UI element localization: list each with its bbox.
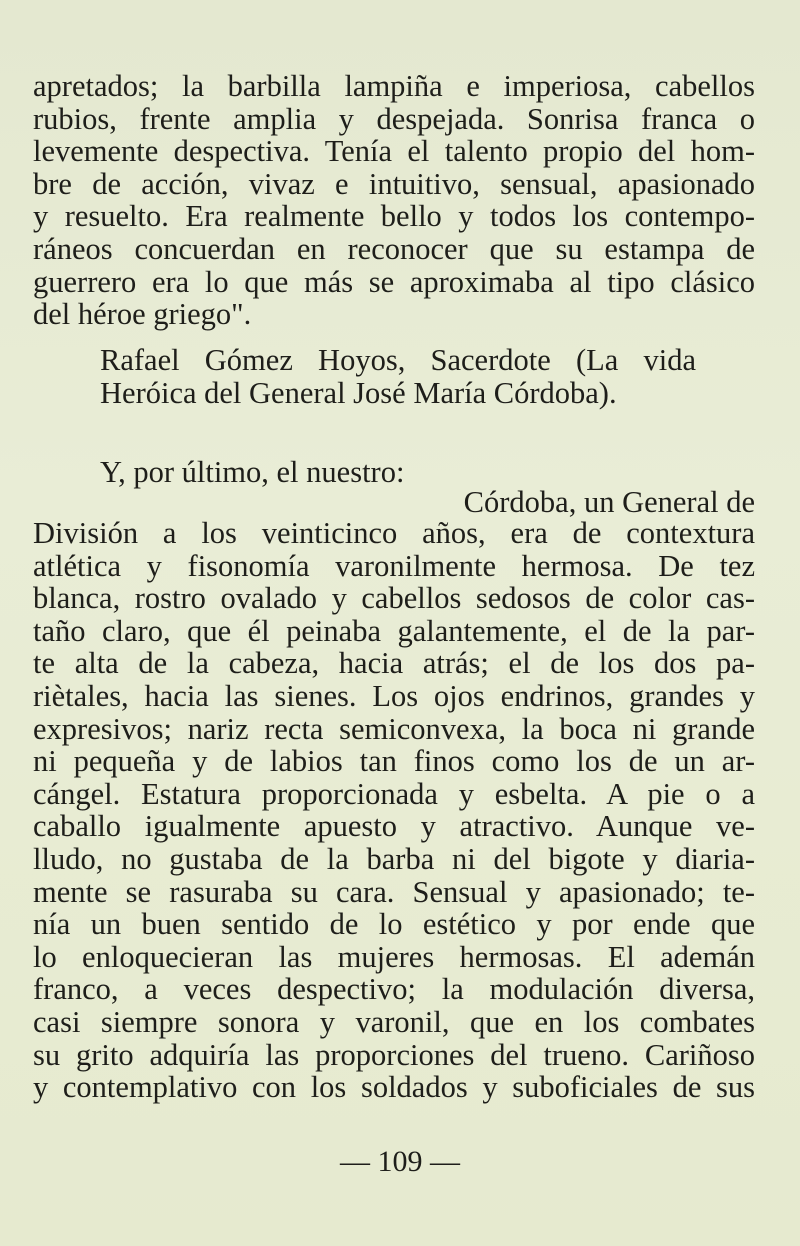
- text-line: División a los veinticinco años, era de contextura: [33, 516, 755, 550]
- text-line: y resuelto. Era realmente bello y todos los contempo-: [33, 199, 755, 234]
- paragraph-start: Córdoba, un General de: [463, 485, 755, 519]
- text-line: cángel. Estatura proporcionada y esbelta. A pie o a: [33, 776, 755, 811]
- text-line: riètales, hacia las sienes. Los ojos endrinos, grandes y: [33, 678, 755, 713]
- text-line: lo enloquecieran las mujeres hermosas. El ademán: [33, 939, 755, 974]
- text-line: y contemplativo con los soldados y suboficiales de sus: [33, 1070, 755, 1105]
- paragraph-quote-end: [33, 70, 755, 331]
- intro-line: Y, por último, el nuestro:: [100, 455, 405, 489]
- text-line: ráneos concuerdan en reconocer que su estampa de: [33, 231, 755, 266]
- text-line: rubios, frente amplia y despejada. Sonrisa franca o: [33, 101, 755, 136]
- text-line: su grito adquiría las proporciones del trueno. Cariñoso: [33, 1037, 755, 1072]
- text-line: bre de acción, vivaz e intuitivo, sensual, apasionado: [33, 166, 755, 201]
- text-line: te alta de la cabeza, hacia atrás; el de los dos pa-: [33, 646, 755, 681]
- text-line: blanca, rostro ovalado y cabellos sedosos de color cas-: [33, 581, 755, 616]
- text-line: ni pequeña y de labios tan finos como los de un ar-: [33, 744, 755, 779]
- text-line: expresivos; nariz recta semiconvexa, la boca ni grande: [33, 711, 755, 746]
- citation-line: Rafael Gómez Hoyos, Sacerdote (La vida: [100, 343, 696, 377]
- page-number: — 109 —: [340, 1145, 460, 1178]
- text-line: levemente despectiva. Tenía el talento propio del hom-: [33, 134, 755, 169]
- text-line: taño claro, que él peinaba galantemente, el de la par-: [33, 613, 755, 648]
- citation: [100, 344, 696, 409]
- text-line: apretados; la barbilla lampiña e imperiosa, cabellos: [33, 69, 755, 103]
- text-line: casi siempre sonora y varonil, que en los combates: [33, 1004, 755, 1039]
- citation-line: Heróica del General José María Córdoba).: [100, 375, 617, 410]
- text-line: caballo igualmente apuesto y atractivo. Aunque ve-: [33, 809, 755, 844]
- text-line: atlética y fisonomía varonilmente hermosa. De tez: [33, 548, 755, 583]
- text-line: lludo, no gustaba de la barba ni del bigote y diaria-: [33, 841, 755, 876]
- text-line: franco, a veces despectivo; la modulación diversa,: [33, 972, 755, 1007]
- text-line: nía un buen sentido de lo estético y por ende que: [33, 907, 755, 942]
- paragraph-description: [33, 517, 755, 1104]
- text-line: del héroe griego".: [33, 297, 252, 332]
- text-line: mente se rasuraba su cara. Sensual y apasionado; te-: [33, 874, 755, 909]
- text-line: guerrero era lo que más se aproximaba al tipo clásico: [33, 264, 755, 299]
